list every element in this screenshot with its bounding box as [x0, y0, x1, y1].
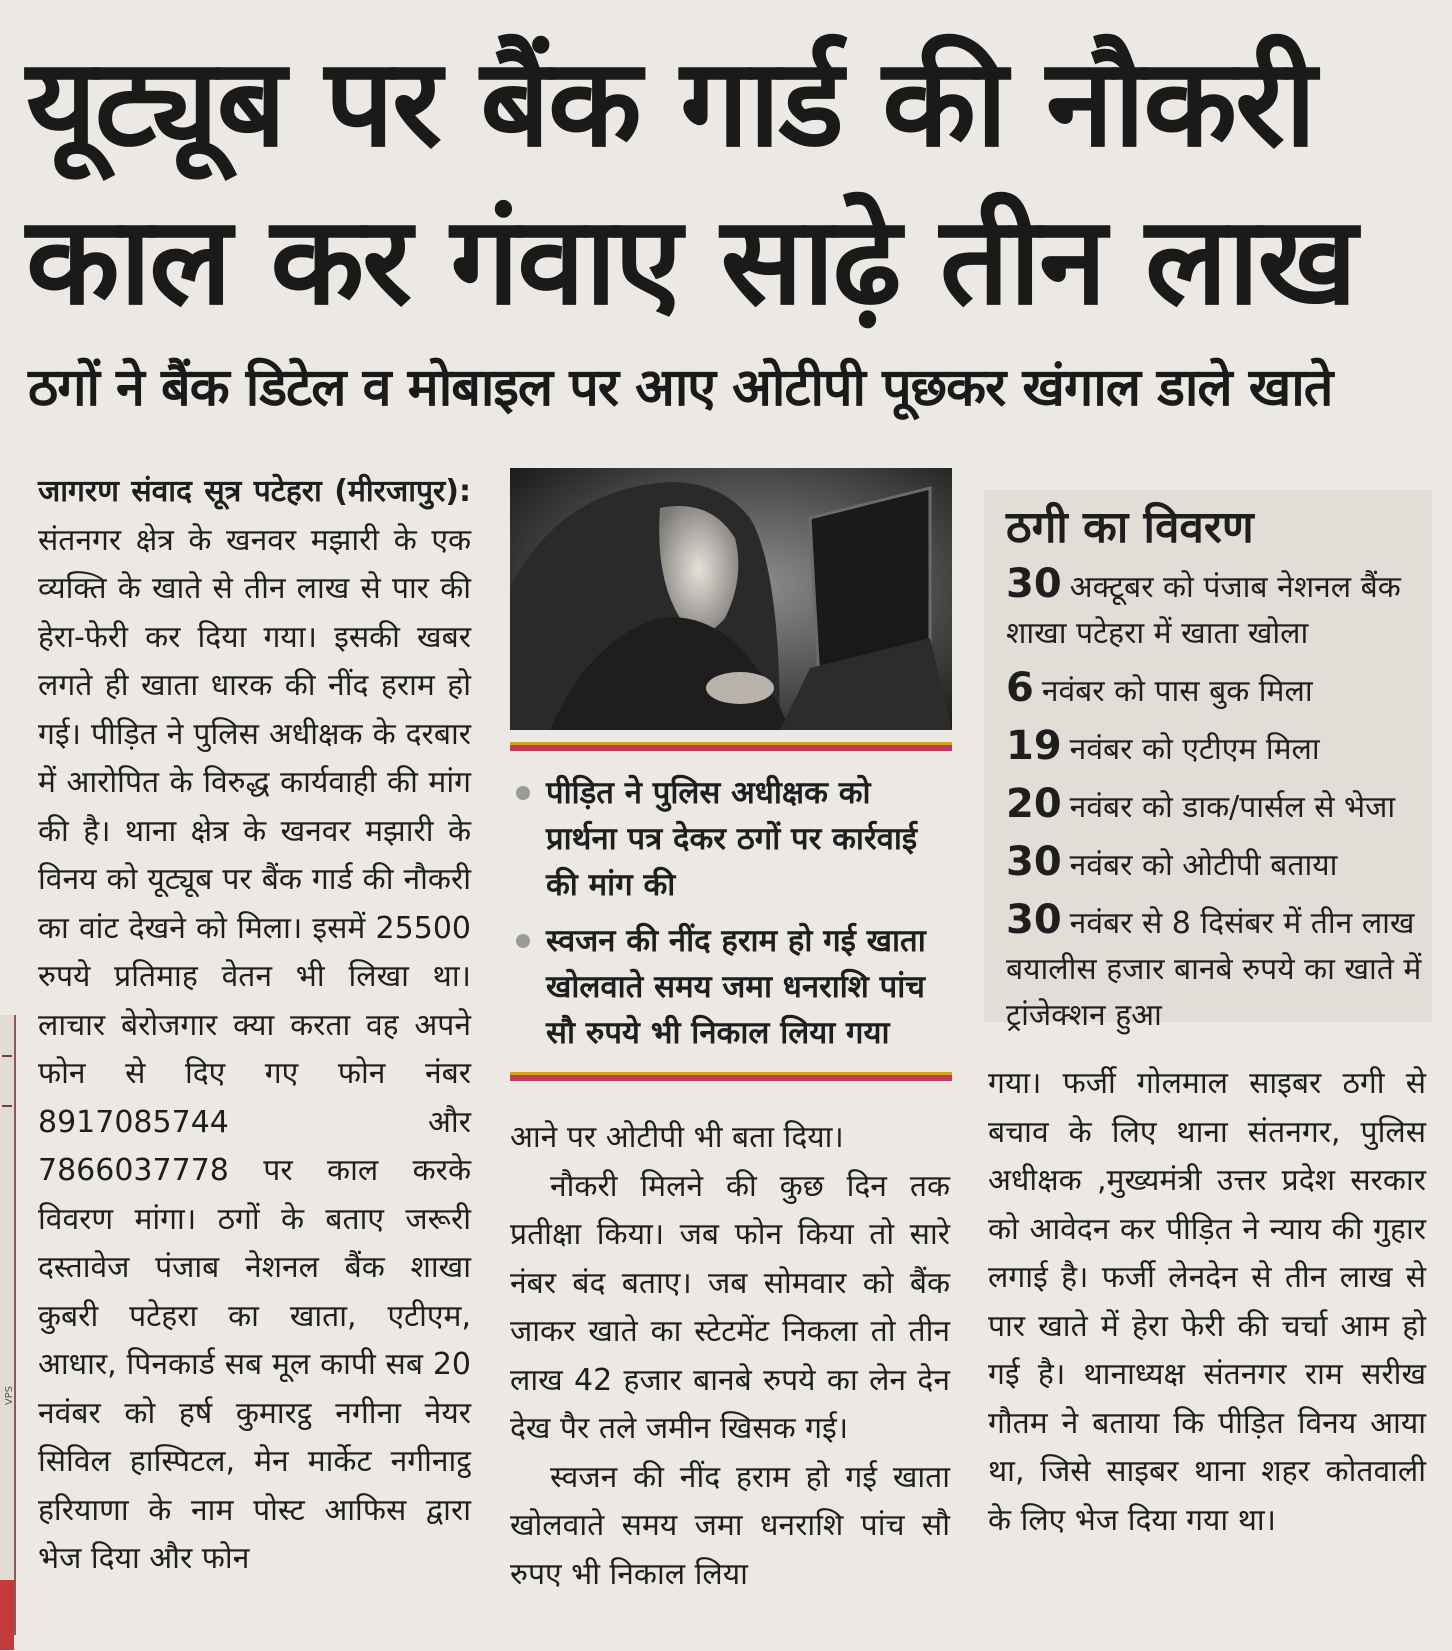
fraud-details-box	[984, 490, 1432, 1033]
fraud-detail-item	[1006, 781, 1432, 831]
highlight-item	[512, 770, 952, 908]
adjacent-page-edge-red	[0, 1580, 14, 1650]
hooded-hacker-photo	[510, 468, 952, 730]
fraud-detail-item	[1006, 723, 1432, 773]
fraud-detail-text: नवंबर को डाक/पार्सल से भेजा	[1069, 789, 1396, 825]
headline-line-1: यूट्यूब पर बैंक गार्ड की नौकरी	[26, 32, 1315, 174]
article-column-3	[988, 1060, 1426, 1545]
highlight-text: पीड़ित ने पुलिस अधीक्षक को प्रार्थना पत्र देकर ठगों पर कार्रवाई की मांग की	[546, 775, 918, 903]
fraud-detail-text: अक्टूबर को पंजाब नेशनल बैंक शाखा पटेहरा में खाता खोला	[1006, 569, 1401, 651]
headline-line-2: काल कर गंवाए साढ़े तीन लाख	[26, 190, 1356, 332]
fraud-detail-text: नवंबर को ओटीपी बताया	[1069, 847, 1338, 883]
highlights-list	[512, 770, 952, 1066]
fraud-detail-item	[1006, 897, 1432, 1039]
fraud-detail-item	[1006, 839, 1432, 889]
bullet-dot-icon	[516, 786, 530, 800]
article-column-2	[510, 1114, 950, 1599]
subheadline: ठगों ने बैंक डिटेल व मोबाइल पर आए ओटीपी पूछकर खंगाल डाले खाते	[28, 358, 1333, 418]
fraud-detail-day: 20	[1006, 780, 1062, 827]
edge-mark: VPS	[4, 1385, 16, 1406]
column-1-text	[38, 468, 471, 1584]
highlight-rule-top	[510, 742, 952, 751]
highlight-rule-bottom	[510, 1072, 952, 1081]
bullet-dot-icon	[516, 934, 530, 948]
fraud-detail-text: नवंबर को एटीएम मिला	[1069, 731, 1320, 767]
fraud-detail-day: 19	[1006, 722, 1062, 769]
fraud-details-title: ठगी का विवरण	[1006, 502, 1254, 553]
hooded-hacker-illustration	[510, 468, 952, 730]
highlight-text: स्वजन की नींद हराम हो गई खाता खोलवाते समय जमा धनराशि पांच सौ रुपये भी निकाल लिया गया	[546, 923, 926, 1051]
fraud-detail-day: 6	[1006, 664, 1034, 711]
fraud-detail-text: नवंबर से 8 दिसंबर में तीन लाख बयालीस हजार बानबे रुपये का खाते में ट्रांजेक्शन हुआ	[1006, 905, 1422, 1033]
column-3-body: गया। फर्जी गोलमाल साइबर ठगी से बचाव के लिए थाना संतनगर, पुलिस अधीक्षक ,मुख्यमंत्री उत्तर प्रदेश सरकार को आवेदन कर पीड़ित ने न्याय की गुहार लगाई है। फर्जी लेनदेन से तीन लाख से पार खाते में हेरा फेरी की चर्चा आम हो गई है। थानाध्यक्ष संतनगर राम सरीख गौतम ने बताया कि पीड़ित विनय आया था, जिसे साइबर थाना शहर कोतवाली के लिए भेज दिया गया था।	[988, 1066, 1426, 1538]
adjacent-page-edge	[0, 1015, 16, 1635]
fraud-detail-item	[1006, 561, 1432, 657]
highlight-item	[512, 918, 952, 1056]
fraud-detail-day: 30	[1006, 838, 1062, 885]
column-2-para-1: आने पर ओटीपी भी बता दिया।	[510, 1120, 844, 1155]
fraud-detail-text: नवंबर को पास बुक मिला	[1041, 673, 1313, 709]
dateline: जागरण संवाद सूत्र पटेहरा (मीरजापुर):	[38, 474, 471, 509]
column-2-para-2: नौकरी मिलने की कुछ दिन तक प्रतीक्षा किया। जब फोन किया तो सारे नंबर बंद बताए। जब सोमवार को बैंक जाकर खाते का स्टेटमेंट निकला तो तीन लाख 42 हजार बानबे रुपये का लेन देन देख पैर तले जमीन खिसक गई।	[510, 1168, 950, 1446]
column-2-para-3: स्वजन की नींद हराम हो गई खाता खोलवाते समय जमा धनराशि पांच सौ रुपए भी निकाल लिया	[510, 1459, 950, 1592]
fraud-detail-day: 30	[1006, 896, 1062, 943]
column-1-body: संतनगर क्षेत्र के खनवर मझारी के एक व्यक्ति के खाते से तीन लाख से पार की हेरा-फेरी कर दिया गया। इसकी खबर लगते ही खाता धारक की नींद हराम हो गई। पीड़ित ने पुलिस अधीक्षक के दरबार में आरोपित के विरुद्ध कार्यवाही की मांग की है। थाना क्षेत्र के खनवर मझारी के विनय को यूट्यूब पर बैंक गार्ड की नौकरी का वांट देखने को मिला। इसमें 25500 रुपये प्रतिमाह वेतन भी लिखा था। लाचार बेरोजगार क्या करता वह अपने फोन से दिए गए फोन नंबर 8917085744 और 7866037778 पर काल करके विवरण मांगा। ठगों के बताए जरूरी दस्तावेज पंजाब नेशनल बैंक शाखा कुबरी पटेहरा का खाता, एटीएम, आधार, पिनकार्ड सब मूल कापी सब 20 नवंबर को हर्ष कुमारट्ठ नगीना नेयर सिविल हास्पिटल, मेन मार्केट नगीनाट्ठ हरियाणा के नाम पोस्ट आफिस द्वारा भेज दिया और फोन	[38, 522, 471, 1576]
fraud-detail-item	[1006, 665, 1432, 715]
article-column-1	[38, 468, 471, 1584]
fraud-detail-day: 30	[1006, 560, 1062, 607]
